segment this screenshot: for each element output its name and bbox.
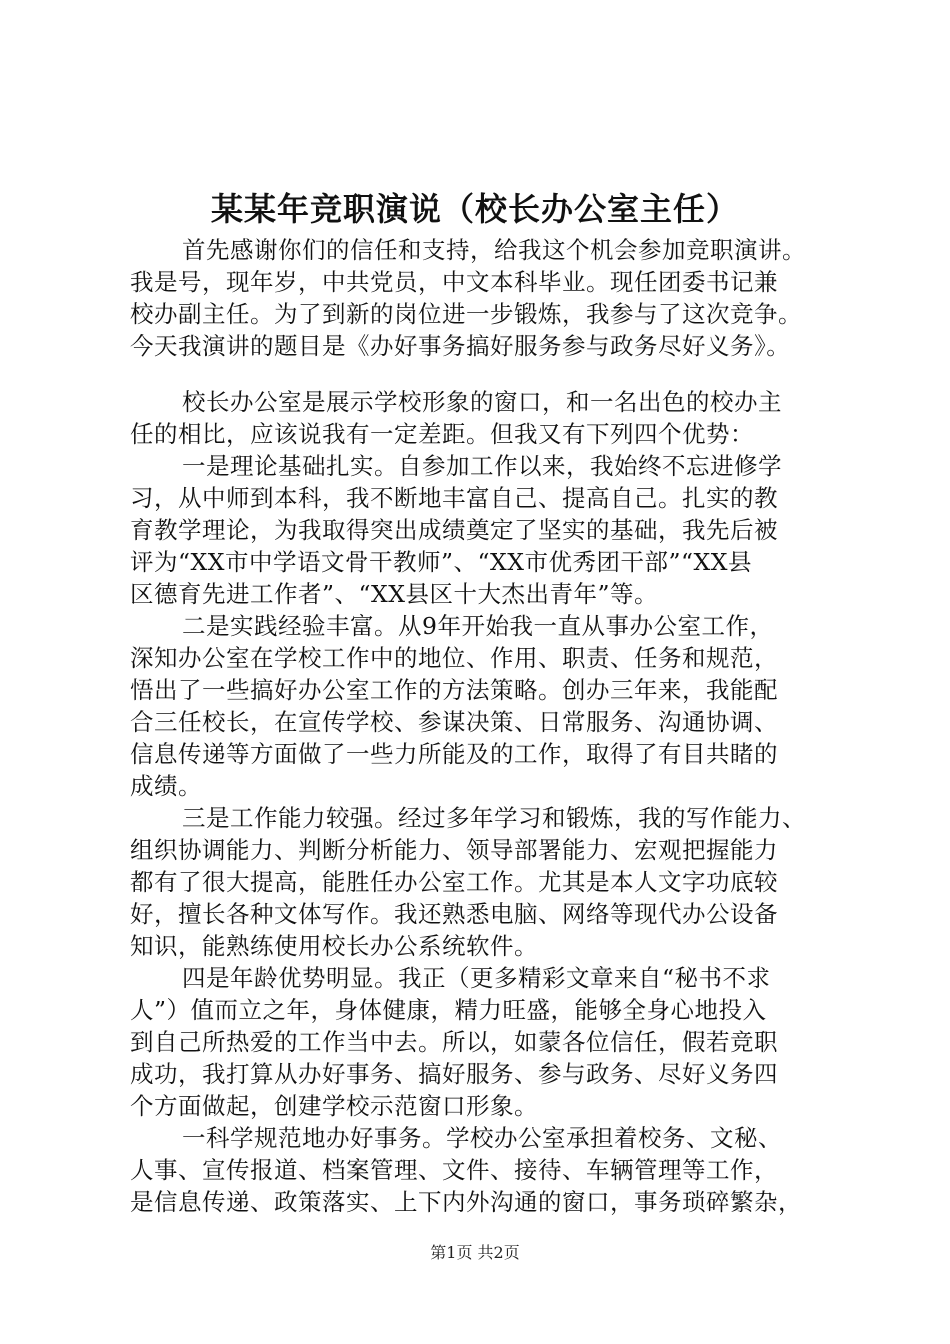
paragraph-intro	[130, 234, 845, 362]
text-line: 是信息传递、政策落实、上下内外沟通的窗口，事务琐碎繁杂，	[130, 1188, 802, 1216]
text-line: 人”）值而立之年，身体健康，精力旺盛，能够全身心地投入	[130, 996, 767, 1024]
paragraph-ability	[130, 802, 845, 962]
text-line: 都有了很大提高，能胜任办公室工作。尤其是本人文字功底较	[130, 868, 778, 896]
text-line: 一科学规范地办好事务。学校办公室承担着校务、文秘、	[182, 1124, 782, 1152]
text-line: 任的相比，应该说我有一定差距。但我又有下列四个优势：	[130, 420, 754, 448]
text-line: 今天我演讲的题目是《办好事务搞好服务参与政务尽好义务》。	[130, 332, 791, 360]
text-line: 好，擅长各种文体写作。我还熟悉电脑、网络等现代办公设备	[130, 900, 778, 928]
text-line: 校长办公室是展示学校形象的窗口，和一名出色的校办主	[182, 388, 782, 416]
text-line: 首先感谢你们的信任和支持，给我这个机会参加竞职演讲。	[182, 236, 806, 264]
text-line: 信息传递等方面做了一些力所能及的工作，取得了有目共睹的	[130, 740, 778, 768]
text-line: 个方面做起，创建学校示范窗口形象。	[130, 1092, 538, 1120]
text-line: 悟出了一些搞好办公室工作的方法策略。创办三年来，我能配	[130, 676, 778, 704]
text-line: 人事、宣传报道、档案管理、文件、接待、车辆管理等工作，	[130, 1156, 778, 1184]
text-line: 成功，我打算从办好事务、搞好服务、参与政务、尽好义务四	[130, 1060, 778, 1088]
text-line: 习，从中师到本科，我不断地丰富自己、提高自己。扎实的教	[130, 484, 778, 512]
paragraph-advantages-intro	[130, 386, 845, 450]
text-line: 我是号，现年岁，中共党员，中文本科毕业。现任团委书记兼	[130, 268, 778, 296]
text-line: 区德育先进工作者”、“XX县区十大杰出青年”等。	[130, 580, 659, 608]
text-line: 四是年龄优势明显。我正（更多精彩文章来自“秘书不求	[182, 964, 771, 992]
text-line: 组织协调能力、判断分析能力、领导部署能力、宏观把握能力	[130, 836, 778, 864]
paragraph-age	[130, 962, 845, 1122]
text-line: 成绩。	[130, 772, 202, 800]
paragraph-theory	[130, 450, 845, 610]
text-line: 到自己所热爱的工作当中去。所以，如蒙各位信任，假若竞职	[130, 1028, 778, 1056]
text-line: 校办副主任。为了到新的岗位进一步锻炼，我参与了这次竞争。	[130, 300, 802, 328]
document-title: 某某年竞职演说（校长办公室主任）	[210, 190, 739, 228]
paragraph-spacer	[130, 362, 845, 386]
text-line: 知识，能熟练使用校长办公系统软件。	[130, 932, 538, 960]
paragraph-affairs	[130, 1122, 845, 1218]
text-line: 评为“XX市中学语文骨干教师”、“XX市优秀团干部”“XX县	[130, 548, 752, 576]
text-line: 一是理论基础扎实。自参加工作以来，我始终不忘进修学	[182, 452, 782, 480]
page-footer: 第1页 共2页	[430, 1243, 520, 1262]
text-line: 育教学理论，为我取得突出成绩奠定了坚实的基础，我先后被	[130, 516, 778, 544]
document-body	[130, 234, 845, 1218]
text-line: 合三任校长，在宣传学校、参谋决策、日常服务、沟通协调、	[130, 708, 778, 736]
text-line: 三是工作能力较强。经过多年学习和锻炼，我的写作能力、	[182, 804, 806, 832]
text-line: 二是实践经验丰富。从9年开始我一直从事办公室工作，	[182, 612, 774, 640]
text-line: 深知办公室在学校工作中的地位、作用、职责、任务和规范，	[130, 644, 778, 672]
paragraph-experience	[130, 610, 845, 802]
